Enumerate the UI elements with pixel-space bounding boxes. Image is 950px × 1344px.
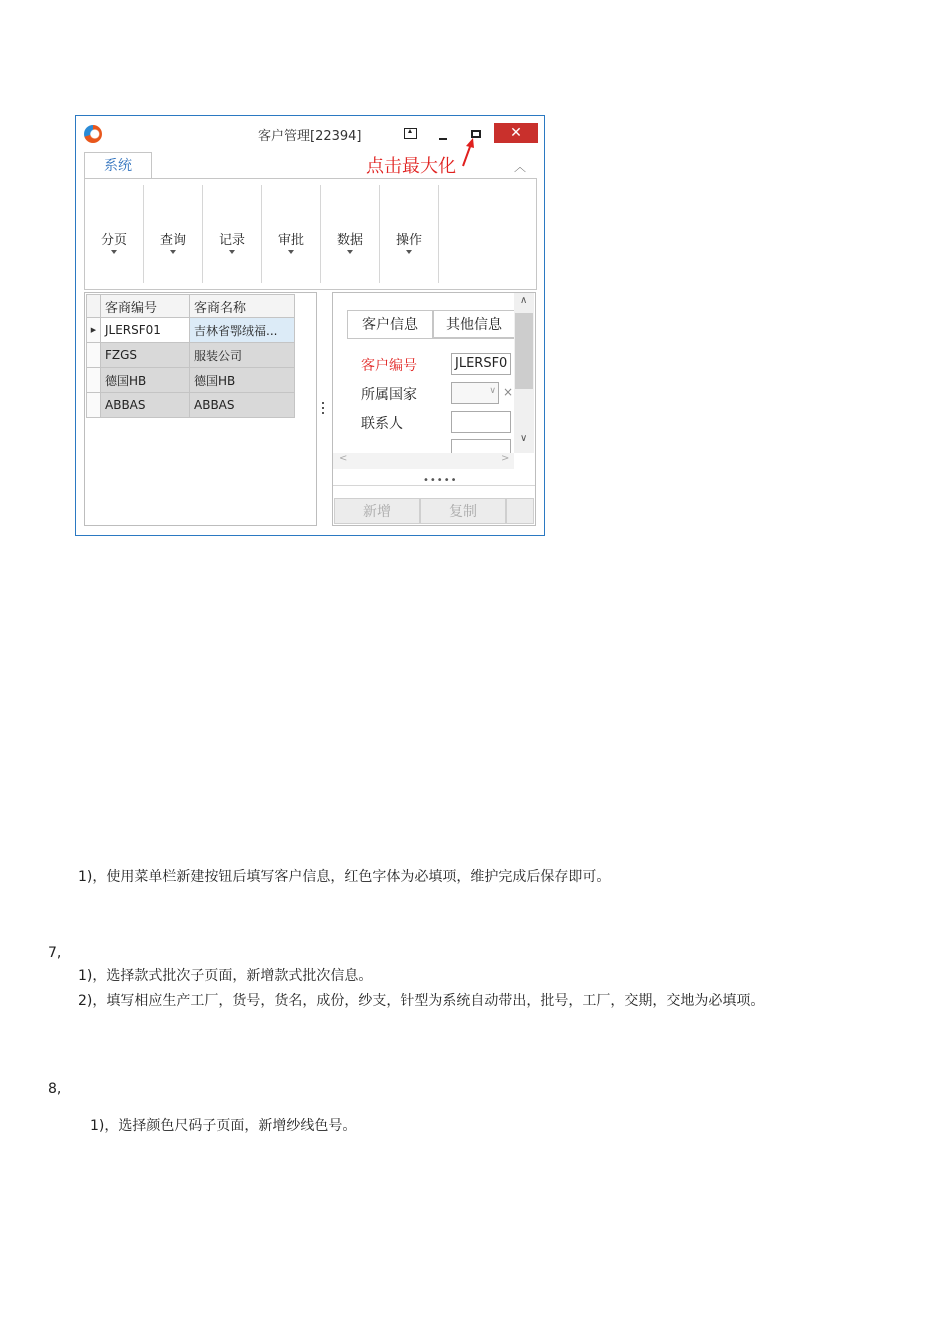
partial-field[interactable] <box>451 439 511 453</box>
section-7-number: 7, <box>48 945 62 961</box>
customer-detail-panel <box>332 292 536 526</box>
scroll-down-icon[interactable]: ∨ <box>520 433 528 444</box>
dropdown-caret-icon <box>229 250 235 254</box>
dropdown-caret-icon <box>347 250 353 254</box>
customer-code-label: 客户编号 <box>361 358 417 374</box>
ribbon-button-label: 查询 <box>159 233 186 248</box>
step-6-item-1: 1)，使用菜单栏新建按钮后填写客户信息，红色字体为必填项，维护完成后保存即可。 <box>78 869 611 885</box>
ribbon-button-label: 分页 <box>100 233 127 248</box>
row-indicator <box>87 368 101 393</box>
cell-name[interactable]: 吉林省鄂绒福... <box>190 318 295 343</box>
scroll-right-icon[interactable]: > <box>501 453 510 464</box>
vertical-scrollbar[interactable] <box>514 293 534 453</box>
close-button[interactable]: ✕ <box>494 123 538 143</box>
cell-code[interactable]: 德国HB <box>101 368 190 393</box>
tab-divider <box>347 338 515 339</box>
step-8-item-1: 1)，选择颜色尺码子页面，新增纱线色号。 <box>90 1118 357 1134</box>
window-title: 客户管理[22394] <box>258 129 362 144</box>
table-row[interactable] <box>87 393 295 418</box>
dropdown-caret-icon <box>111 250 117 254</box>
ribbon-tab-system[interactable]: 系统 <box>84 152 152 178</box>
current-row-icon: ▶ <box>87 318 101 343</box>
maximize-annotation: 点击最大化 <box>366 156 456 177</box>
action-button-bar <box>333 485 535 526</box>
ribbon-button-paging[interactable] <box>85 185 144 283</box>
dropdown-caret-icon <box>288 250 294 254</box>
panel-splitter[interactable] <box>322 402 325 420</box>
cell-code[interactable]: JLERSF01 <box>101 318 190 343</box>
table-row[interactable] <box>87 368 295 393</box>
tab-other-info[interactable]: 其他信息 <box>433 310 515 338</box>
ribbon-button-query[interactable] <box>144 185 203 283</box>
customer-grid <box>86 294 295 418</box>
cell-code[interactable]: ABBAS <box>101 393 190 418</box>
ribbon-collapse-icon[interactable]: ︿ <box>514 160 527 174</box>
country-select[interactable] <box>451 382 499 404</box>
scroll-thumb[interactable] <box>515 313 533 389</box>
app-logo-icon <box>84 125 102 143</box>
customer-code-field[interactable]: JLERSF0 <box>451 353 511 375</box>
step-7-item-1: 1)，选择款式批次子页面，新增款式批次信息。 <box>78 968 373 984</box>
pin-top-icon[interactable] <box>399 124 421 144</box>
cell-name[interactable]: 德国HB <box>190 368 295 393</box>
ribbon-toolbar <box>84 178 537 290</box>
row-indicator-header <box>87 295 101 318</box>
chevron-down-icon: ∨ <box>489 386 496 396</box>
ribbon-button-label: 审批 <box>277 233 304 248</box>
ribbon-button-record[interactable] <box>203 185 262 283</box>
annotation-arrow-icon <box>461 138 475 168</box>
dropdown-caret-icon <box>406 250 412 254</box>
table-row[interactable] <box>87 318 295 343</box>
tab-customer-info[interactable]: 客户信息 <box>347 310 433 338</box>
country-label: 所属国家 <box>361 387 417 403</box>
scroll-left-icon[interactable]: < <box>339 453 348 464</box>
section-8-number: 8, <box>48 1081 62 1097</box>
ribbon-button-operate[interactable] <box>380 185 439 283</box>
column-header-name[interactable]: 客商名称 <box>190 295 295 318</box>
ribbon-button-approve[interactable] <box>262 185 321 283</box>
contact-label: 联系人 <box>361 416 403 432</box>
copy-button[interactable]: 复制 <box>420 498 506 524</box>
cell-code[interactable]: FZGS <box>101 343 190 368</box>
more-button[interactable] <box>506 498 534 524</box>
customer-grid-panel <box>84 292 317 526</box>
cell-name[interactable]: ABBAS <box>190 393 295 418</box>
minimize-button[interactable] <box>432 124 454 144</box>
ribbon-button-label: 操作 <box>395 233 422 248</box>
row-indicator <box>87 343 101 368</box>
scroll-up-icon[interactable]: ∧ <box>520 295 528 306</box>
table-row[interactable] <box>87 343 295 368</box>
add-button[interactable]: 新增 <box>334 498 420 524</box>
dropdown-caret-icon <box>170 250 176 254</box>
contact-field[interactable] <box>451 411 511 433</box>
customer-management-window <box>75 115 545 536</box>
grid-header-row <box>87 295 295 318</box>
clear-icon[interactable]: × <box>503 385 514 399</box>
resize-grip-icon[interactable]: ••••• <box>423 475 458 486</box>
row-indicator <box>87 393 101 418</box>
ribbon-button-data[interactable] <box>321 185 380 283</box>
horizontal-scrollbar[interactable] <box>333 453 514 469</box>
step-7-item-2: 2)，填写相应生产工厂，货号，货名，成份，纱支，针型为系统自动带出，批号，工厂，交期，交地为必填项。 <box>78 993 765 1009</box>
cell-name[interactable]: 服装公司 <box>190 343 295 368</box>
ribbon-button-label: 数据 <box>336 233 363 248</box>
column-header-code[interactable]: 客商编号 <box>101 295 190 318</box>
ribbon-button-label: 记录 <box>218 233 245 248</box>
